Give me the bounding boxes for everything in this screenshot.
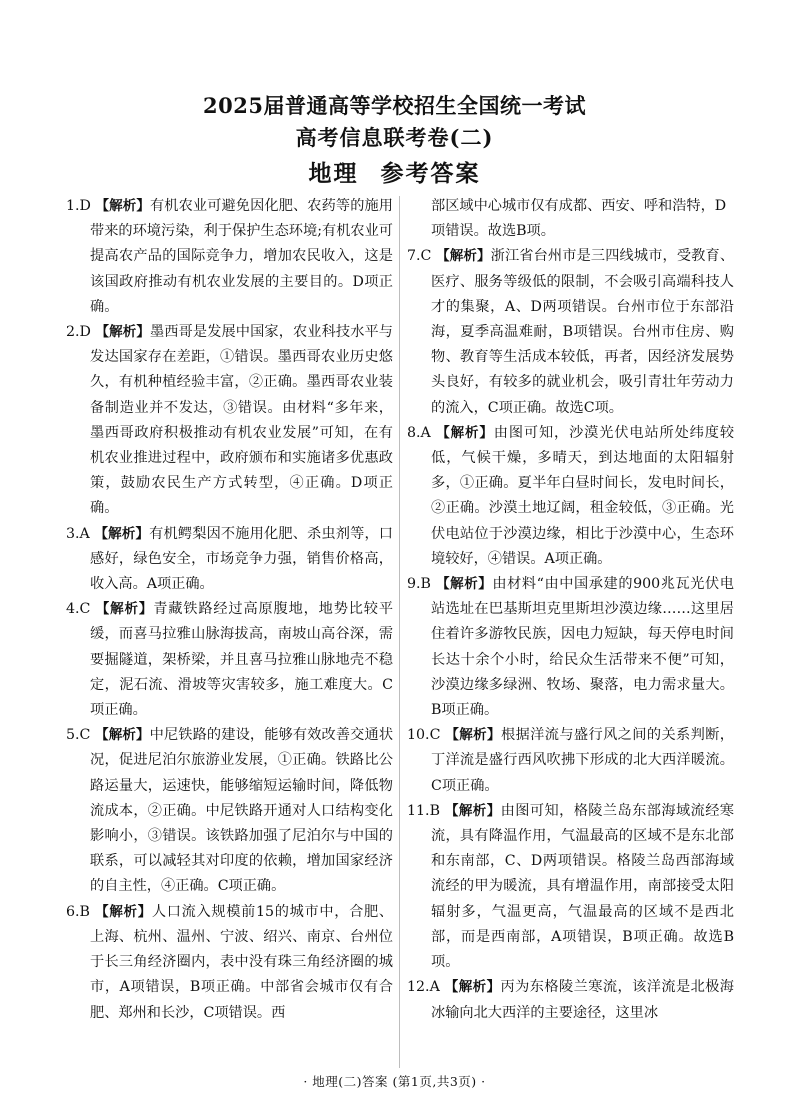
answer-text: 由图可知，格陵兰岛东部海域流经寒流，具有降温作用，气温最高的区域不是东北部和东南部，C、D两项错误。格陵兰岛西部海域流经的甲为暖流，具有增温作用，南部接受太阳辐射多，气温更高，气温最高的区域不是西北部，而是西南部，A项错误，B项正确。故选B项。 — [431, 802, 734, 971]
answer-heading — [0, 155, 789, 188]
answer-text: 根据洋流与盛行风之间的关系判断，丁洋流是盛行西风吹拂下形成的北大西洋暖流。C项正确。 — [431, 727, 734, 794]
doc-type-label: 参考答案 — [380, 161, 481, 187]
answer-text: 有机鳄梨因不施用化肥、杀虫剂等，口感好，绿色安全，市场竞争力强，销售价格高，收入高。A项正确。 — [90, 525, 393, 593]
answer-item — [407, 799, 734, 975]
analysis-tag: 【解析】 — [95, 727, 150, 744]
answer-text: 青藏铁路经过高原腹地，地势比较平缓，而喜马拉雅山脉海拔高，南坡山高谷深，需要掘隧道，架桥梁，并且喜马拉雅山脉地壳不稳定，泥石流、滑坡等灾害较多，施工难度大。C项正确。 — [90, 601, 394, 719]
answer-item — [66, 723, 393, 899]
answer-number: 2.D — [66, 324, 91, 341]
answer-continuation — [407, 194, 734, 244]
answer-number: 10.C — [407, 727, 441, 744]
left-column — [66, 194, 393, 1026]
answer-number: 12.A — [407, 979, 440, 996]
analysis-tag: 【解析】 — [445, 727, 501, 744]
column-divider — [399, 196, 400, 1068]
answer-item — [66, 900, 393, 1026]
answer-item — [407, 244, 734, 420]
answer-item — [407, 421, 734, 572]
analysis-tag: 【解析】 — [444, 802, 501, 819]
answer-item — [66, 194, 393, 320]
answer-number: 7.C — [407, 248, 432, 265]
answer-text: 中尼铁路的建设，能够有效改善交通状况，促进尼泊尔旅游业发展，①正确。铁路比公路运量大，运速快，能够缩短运输时间，降低物流成本，②正确。中尼铁路开通对人口结构变化影响小，③错误。该铁路加强了尼泊尔与中国的联系，可以减轻其对印度的依赖，增加国家经济的自主性，④正确。C项正确。 — [90, 727, 394, 895]
exam-title: 2025届普通高等学校招生全国统一考试 — [203, 93, 586, 118]
analysis-tag: 【解析】 — [436, 576, 493, 593]
analysis-tag: 【解析】 — [95, 324, 150, 341]
analysis-tag: 【解析】 — [94, 525, 150, 542]
answer-text: 人口流入规模前15的城市中，合肥、上海、杭州、温州、宁波、绍兴、南京、台州位于长三角经济圈内，表中没有珠三角经济圈的城市，A项错误，B项正确。中部省会城市仅有合肥、郑州和长沙，C项错误。西 — [90, 903, 394, 1021]
analysis-tag: 【解析】 — [95, 198, 150, 214]
answer-text: 浙江省台州市是三四线城市，受教育、医疗、服务等级低的限制，不会吸引高端科技人才的集聚，A、D两项错误。台州市位于东部沿海，夏季高温难耐，B项错误。台州市住房、购物、教育等生活成本较低，再者，因经济发展势头良好，有较多的就业机会，吸引青壮年劳动力的流入，C项正确。故选C项。 — [431, 248, 735, 416]
analysis-tag: 【解析】 — [95, 601, 154, 618]
answer-number: 1.D — [66, 198, 91, 214]
answer-text: 墨西哥是发展中国家，农业科技水平与发达国家存在差距，①错误。墨西哥农业历史悠久，有机种植经验丰富，②正确。墨西哥农业装备制造业并不发达，③错误。由材料“多年来，墨西哥政府积极推动有机农业发展”可知，在有机农业推进过程中，政府颁布和实施诸多优惠政策，鼓励农民生产方式转型，④正确。D项正确。 — [90, 324, 393, 517]
answer-text: 有机农业可避免因化肥、农药等的施用带来的环境污染，利于保护生态环境;有机农业可提高农产品的国际竞争力，增加农民收入，这是该国政府推动有机农业发展的主要目的。D项正确。 — [90, 198, 393, 315]
answer-number: 5.C — [66, 727, 91, 744]
page-footer: · 地理(二)答案 (第1页,共3页) · — [303, 1074, 486, 1089]
answer-number: 6.B — [66, 903, 90, 920]
answer-number: 8.A — [407, 424, 431, 441]
answer-text: 由材料“由中国承建的900兆瓦光伏电站选址在巴基斯坦克里斯坦沙漠边缘……这里居住着许多游牧民族，因电力短缺，每天停电时间长达十余个小时，给民众生活带来不便”可知，沙漠边缘多绿洲、牧场、聚落，电力需求量大。B项正确。 — [431, 576, 734, 719]
analysis-tag: 【解析】 — [95, 903, 152, 920]
answer-item — [66, 320, 393, 522]
analysis-tag: 【解析】 — [444, 979, 501, 996]
answer-text: 部区域中心城市仅有成都、西安、呼和浩特，D项错误。故选B项。 — [431, 198, 727, 240]
answer-number: 9.B — [407, 576, 431, 593]
answer-text: 由图可知，沙漠光伏电站所处纬度较低，气候干燥，多晴天，到达地面的太阳辐射多，①正确。夏半年白昼时间长，发电时间长，②正确。沙漠土地辽阔，租金较低，③正确。光伏电站位于沙漠边缘，相比于沙漠中心，生态环境较好，④错误。A项正确。 — [431, 424, 735, 567]
answer-item — [407, 975, 734, 1025]
analysis-tag: 【解析】 — [436, 248, 491, 265]
exam-subtitle: 高考信息联考卷(二) — [295, 125, 494, 150]
answer-number: 11.B — [407, 802, 440, 819]
answer-text: 丙为东格陵兰寒流，该洋流是北极海冰输向北大西洋的主要途径，这里冰 — [431, 979, 734, 1021]
answer-number: 3.A — [66, 525, 90, 542]
answer-item — [66, 597, 393, 723]
subject-label: 地理 — [308, 161, 359, 187]
answer-item — [407, 723, 734, 799]
answer-item — [407, 572, 734, 723]
answer-item — [66, 522, 393, 598]
answer-number: 4.C — [66, 601, 91, 618]
right-column — [407, 194, 734, 1026]
analysis-tag: 【解析】 — [436, 424, 494, 441]
